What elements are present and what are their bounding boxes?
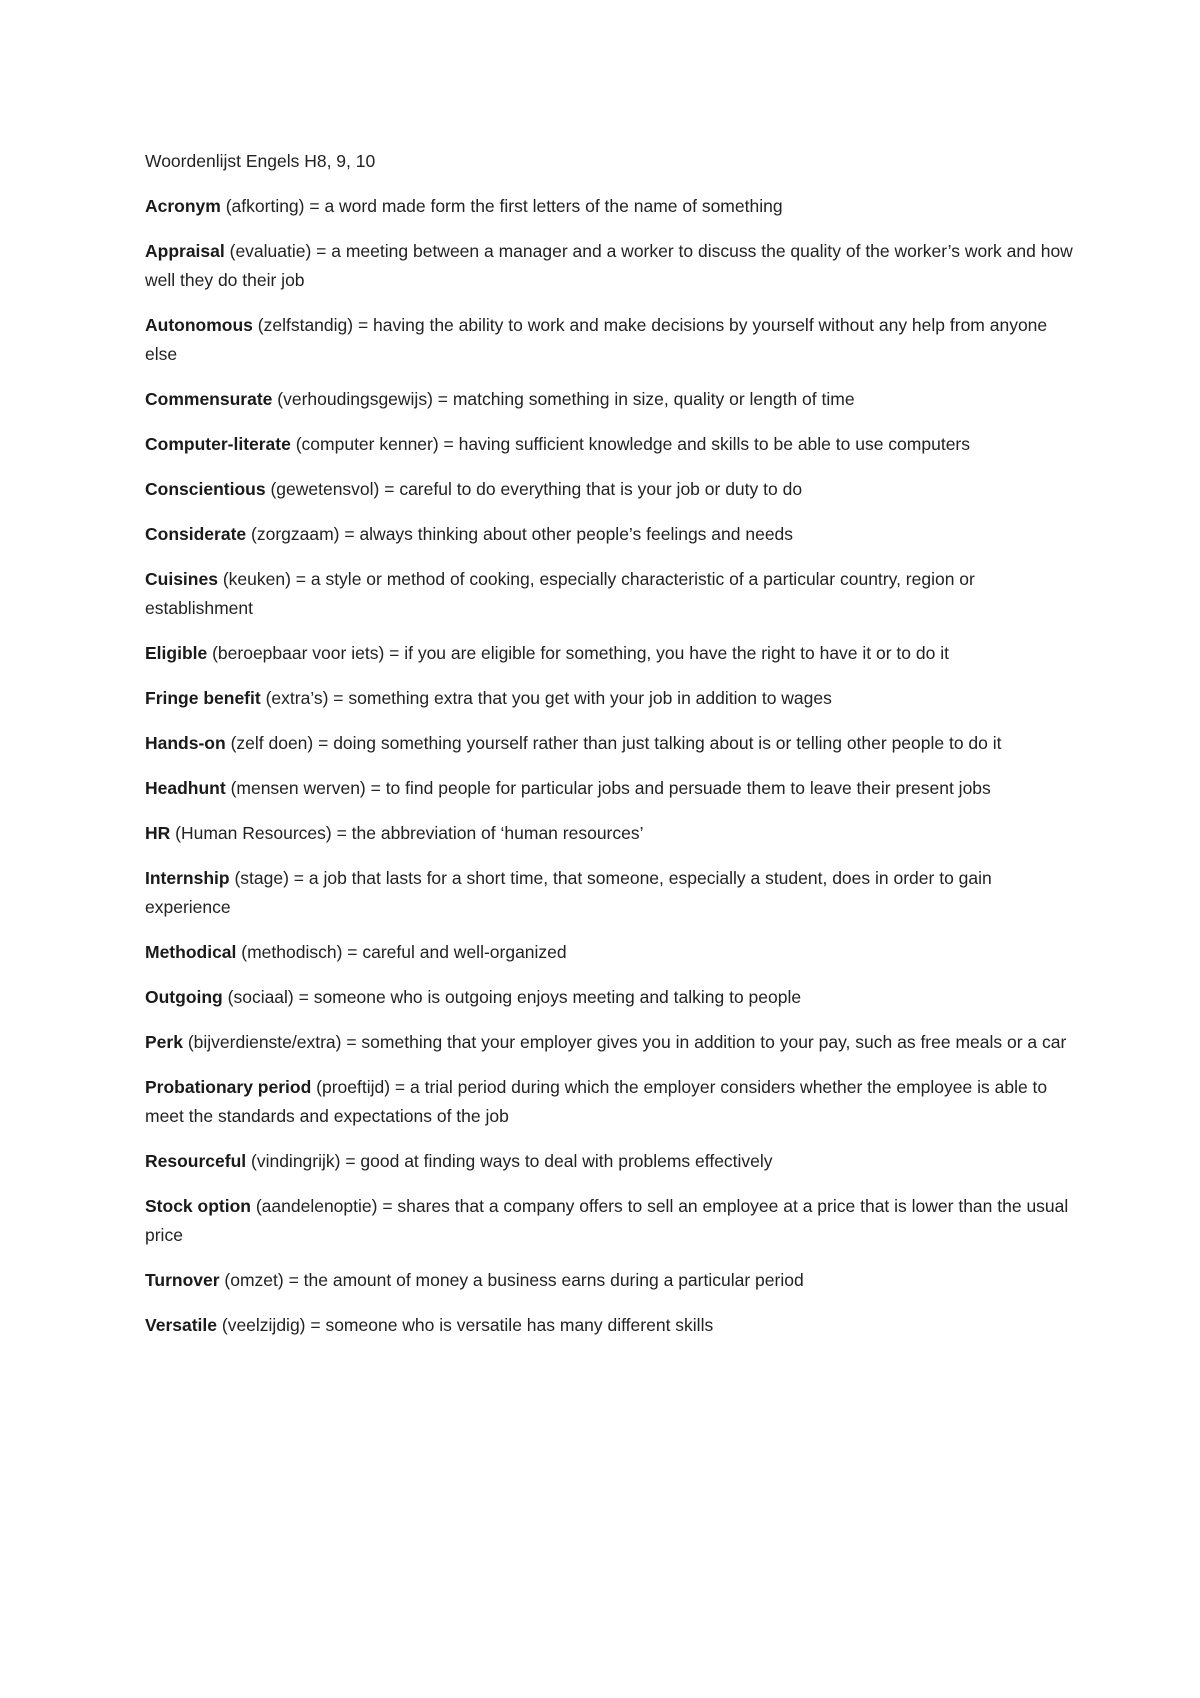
glossary-definition: (stage) = a job that lasts for a short time, that someone, especially a student, does in order to gain experience bbox=[145, 868, 992, 917]
glossary-term: Eligible bbox=[145, 643, 208, 663]
glossary-term: Fringe benefit bbox=[145, 688, 261, 708]
glossary-term: Considerate bbox=[145, 524, 247, 544]
glossary-term: Internship bbox=[145, 868, 230, 888]
glossary-entry bbox=[145, 684, 1075, 713]
glossary-entry bbox=[145, 729, 1075, 758]
glossary-term: Turnover bbox=[145, 1270, 220, 1290]
glossary-term: Hands-on bbox=[145, 733, 226, 753]
glossary-entry bbox=[145, 1266, 1075, 1295]
glossary-definition: (verhoudingsgewijs) = matching something in size, quality or length of time bbox=[272, 389, 855, 409]
glossary-definition: (zelf doen) = doing something yourself rather than just talking about is or telling other people to do it bbox=[225, 733, 1002, 753]
glossary-definition: (gewetensvol) = careful to do everything that is your job or duty to do bbox=[265, 479, 803, 499]
glossary-term: Probationary period bbox=[145, 1077, 312, 1097]
glossary-definition: (mensen werven) = to find people for particular jobs and persuade them to leave their present jobs bbox=[225, 778, 991, 798]
glossary-definition: (omzet) = the amount of money a business earns during a particular period bbox=[219, 1270, 804, 1290]
document-page bbox=[145, 147, 1075, 1356]
glossary-term: Appraisal bbox=[145, 241, 225, 261]
glossary-entry bbox=[145, 639, 1075, 668]
glossary-term: Versatile bbox=[145, 1315, 217, 1335]
glossary-definition: (beroepbaar voor iets) = if you are eligible for something, you have the right to have it or to do it bbox=[207, 643, 949, 663]
glossary-definition: (extra’s) = something extra that you get with your job in addition to wages bbox=[260, 688, 832, 708]
glossary-term: Stock option bbox=[145, 1196, 251, 1216]
glossary-term: Resourceful bbox=[145, 1151, 247, 1171]
glossary-entry bbox=[145, 385, 1075, 414]
glossary-entry bbox=[145, 1073, 1075, 1131]
glossary-term: HR bbox=[145, 823, 171, 843]
glossary-definition: (vindingrijk) = good at finding ways to deal with problems effectively bbox=[246, 1151, 773, 1171]
glossary-term: Conscientious bbox=[145, 479, 266, 499]
glossary-definition: (bijverdienste/extra) = something that your employer gives you in addition to your pay, such as free meals or a car bbox=[182, 1032, 1067, 1052]
glossary-term: Computer-literate bbox=[145, 434, 291, 454]
glossary-entry bbox=[145, 192, 1075, 221]
glossary-term: Cuisines bbox=[145, 569, 218, 589]
glossary-definition: (Human Resources) = the abbreviation of ‘human resources’ bbox=[170, 823, 644, 843]
glossary-definition: (evaluatie) = a meeting between a manager and a worker to discuss the quality of the worker’s work and how well they do their job bbox=[145, 241, 1073, 290]
glossary-list bbox=[145, 192, 1075, 1340]
document-title: Woordenlijst Engels H8, 9, 10 bbox=[145, 151, 376, 171]
glossary-term: Methodical bbox=[145, 942, 237, 962]
glossary-term: Commensurate bbox=[145, 389, 273, 409]
glossary-entry bbox=[145, 430, 1075, 459]
glossary-term: Perk bbox=[145, 1032, 183, 1052]
glossary-entry bbox=[145, 938, 1075, 967]
glossary-entry bbox=[145, 565, 1075, 623]
glossary-entry bbox=[145, 1147, 1075, 1176]
glossary-entry bbox=[145, 983, 1075, 1012]
glossary-definition: (keuken) = a style or method of cooking, especially characteristic of a particular country, region or establishment bbox=[145, 569, 975, 618]
glossary-definition: (zorgzaam) = always thinking about other people’s feelings and needs bbox=[246, 524, 794, 544]
glossary-definition: (zelfstandig) = having the ability to work and make decisions by yourself without any help from anyone else bbox=[145, 315, 1048, 364]
glossary-entry bbox=[145, 819, 1075, 848]
glossary-definition: (proeftijd) = a trial period during which the employer considers whether the employee is able to meet the standards and expectations of the job bbox=[145, 1077, 1048, 1126]
glossary-entry bbox=[145, 475, 1075, 504]
glossary-term: Outgoing bbox=[145, 987, 223, 1007]
glossary-entry bbox=[145, 1028, 1075, 1057]
glossary-term: Autonomous bbox=[145, 315, 253, 335]
glossary-entry bbox=[145, 520, 1075, 549]
glossary-entry bbox=[145, 237, 1075, 295]
glossary-term: Acronym bbox=[145, 196, 221, 216]
glossary-definition: (sociaal) = someone who is outgoing enjoys meeting and talking to people bbox=[222, 987, 802, 1007]
glossary-entry bbox=[145, 864, 1075, 922]
glossary-definition: (afkorting) = a word made form the first letters of the name of something bbox=[220, 196, 783, 216]
glossary-entry bbox=[145, 1311, 1075, 1340]
glossary-entry bbox=[145, 311, 1075, 369]
glossary-definition: (methodisch) = careful and well-organized bbox=[236, 942, 567, 962]
glossary-entry bbox=[145, 1192, 1075, 1250]
glossary-definition: (computer kenner) = having sufficient knowledge and skills to be able to use computers bbox=[290, 434, 971, 454]
glossary-entry bbox=[145, 774, 1075, 803]
glossary-term: Headhunt bbox=[145, 778, 226, 798]
glossary-definition: (veelzijdig) = someone who is versatile has many different skills bbox=[217, 1315, 714, 1335]
glossary-definition: (aandelenoptie) = shares that a company offers to sell an employee at a price that is lower than the usual price bbox=[145, 1196, 1069, 1245]
